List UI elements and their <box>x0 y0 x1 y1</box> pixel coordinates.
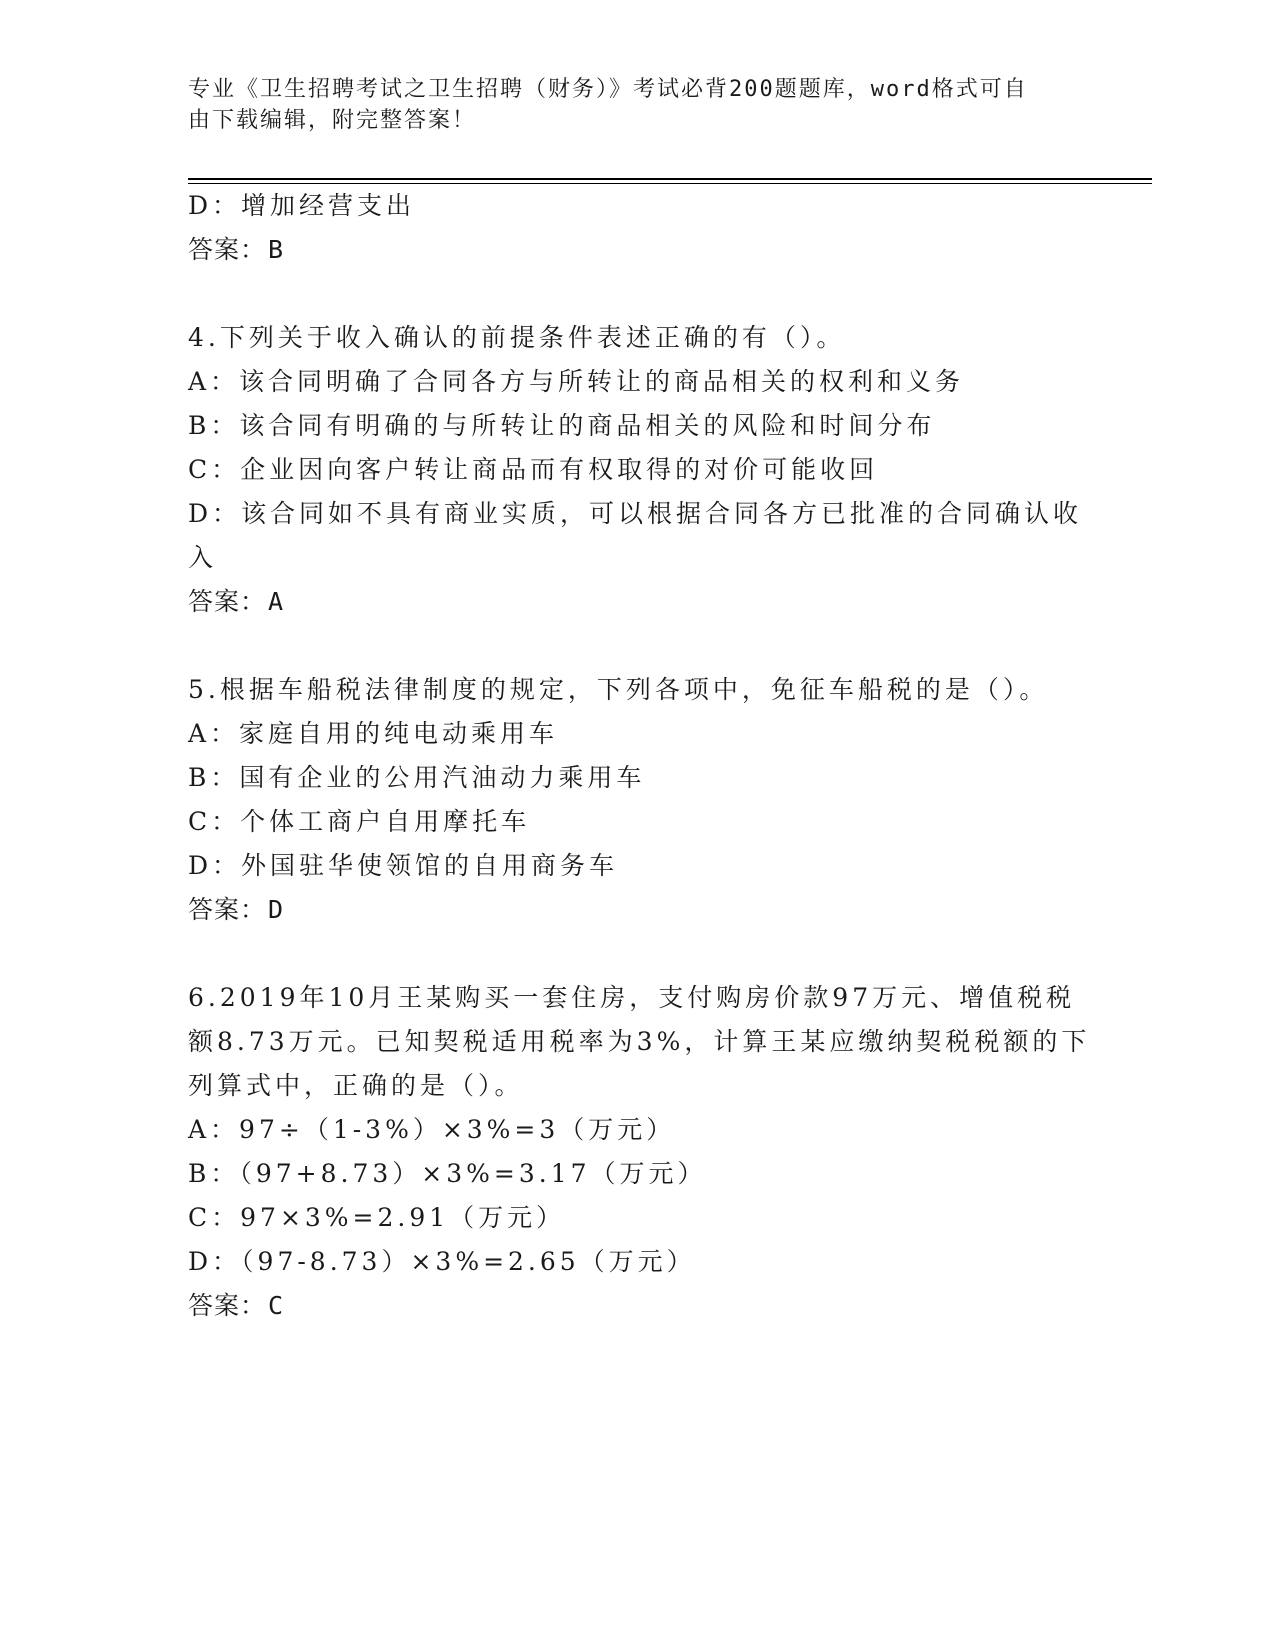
q6-option-c: C：97×3%=2.91（万元） <box>188 1203 566 1232</box>
q6-option-a: A：97÷（1-3%）×3%=3（万元） <box>188 1115 676 1144</box>
q4-option-d-line-2: 入 <box>188 543 218 572</box>
q3-answer <box>188 234 284 266</box>
answer-key: A <box>268 587 285 616</box>
answer-key: D <box>268 895 285 924</box>
q5-stem: 5.根据车船税法律制度的规定，下列各项中，免征车船税的是（）。 <box>188 675 1049 704</box>
q6-stem-line-2: 额8.73万元。已知契税适用税率为3%，计算王某应缴纳契税税额的下 <box>188 1027 1091 1056</box>
answer-key: C <box>268 1291 285 1320</box>
q4-option-d-line-1: D：该合同如不具有商业实质，可以根据合同各方已批准的合同确认收 <box>188 499 1083 528</box>
q5-option-a: A：家庭自用的纯电动乘用车 <box>188 719 559 748</box>
q4-option-a: A：该合同明确了合同各方与所转让的商品相关的权利和义务 <box>188 367 965 396</box>
header-divider-thick <box>188 178 1152 180</box>
q4-option-c: C：企业因向客户转让商品而有权取得的对价可能收回 <box>188 455 879 484</box>
q3-option-d: D：增加经营支出 <box>188 191 416 220</box>
q5-answer <box>188 894 284 926</box>
q4-answer <box>188 586 284 618</box>
q4-option-b: B：该合同有明确的与所转让的商品相关的风险和时间分布 <box>188 411 936 440</box>
answer-label: 答案： <box>188 895 267 924</box>
header-line-1: 专业《卫生招聘考试之卫生招聘（财务）》考试必背200题题库，word格式可自 <box>188 77 1028 102</box>
header-divider-thin <box>188 183 1152 184</box>
q5-option-d: D：外国驻华使领馆的自用商务车 <box>188 851 619 880</box>
document-header <box>188 74 1068 136</box>
q4-stem: 4.下列关于收入确认的前提条件表述正确的有（）。 <box>188 323 846 352</box>
answer-label: 答案： <box>188 1291 267 1320</box>
q5-option-c: C：个体工商户自用摩托车 <box>188 807 531 836</box>
q5-option-b: B：国有企业的公用汽油动力乘用车 <box>188 763 646 792</box>
q6-option-d: D：（97-8.73）×3%=2.65（万元） <box>188 1247 696 1276</box>
answer-label: 答案： <box>188 235 267 264</box>
answer-label: 答案： <box>188 587 267 616</box>
q6-stem-line-1: 6.2019年10月王某购买一套住房，支付购房价款97万元、增值税税 <box>188 983 1076 1012</box>
q6-answer <box>188 1290 284 1322</box>
q6-stem-line-3: 列算式中，正确的是（）。 <box>188 1071 524 1100</box>
q6-option-b: B：（97+8.73）×3%=3.17（万元） <box>188 1159 707 1188</box>
header-line-2: 由下载编辑，附完整答案！ <box>188 108 477 133</box>
answer-key: B <box>268 235 285 264</box>
